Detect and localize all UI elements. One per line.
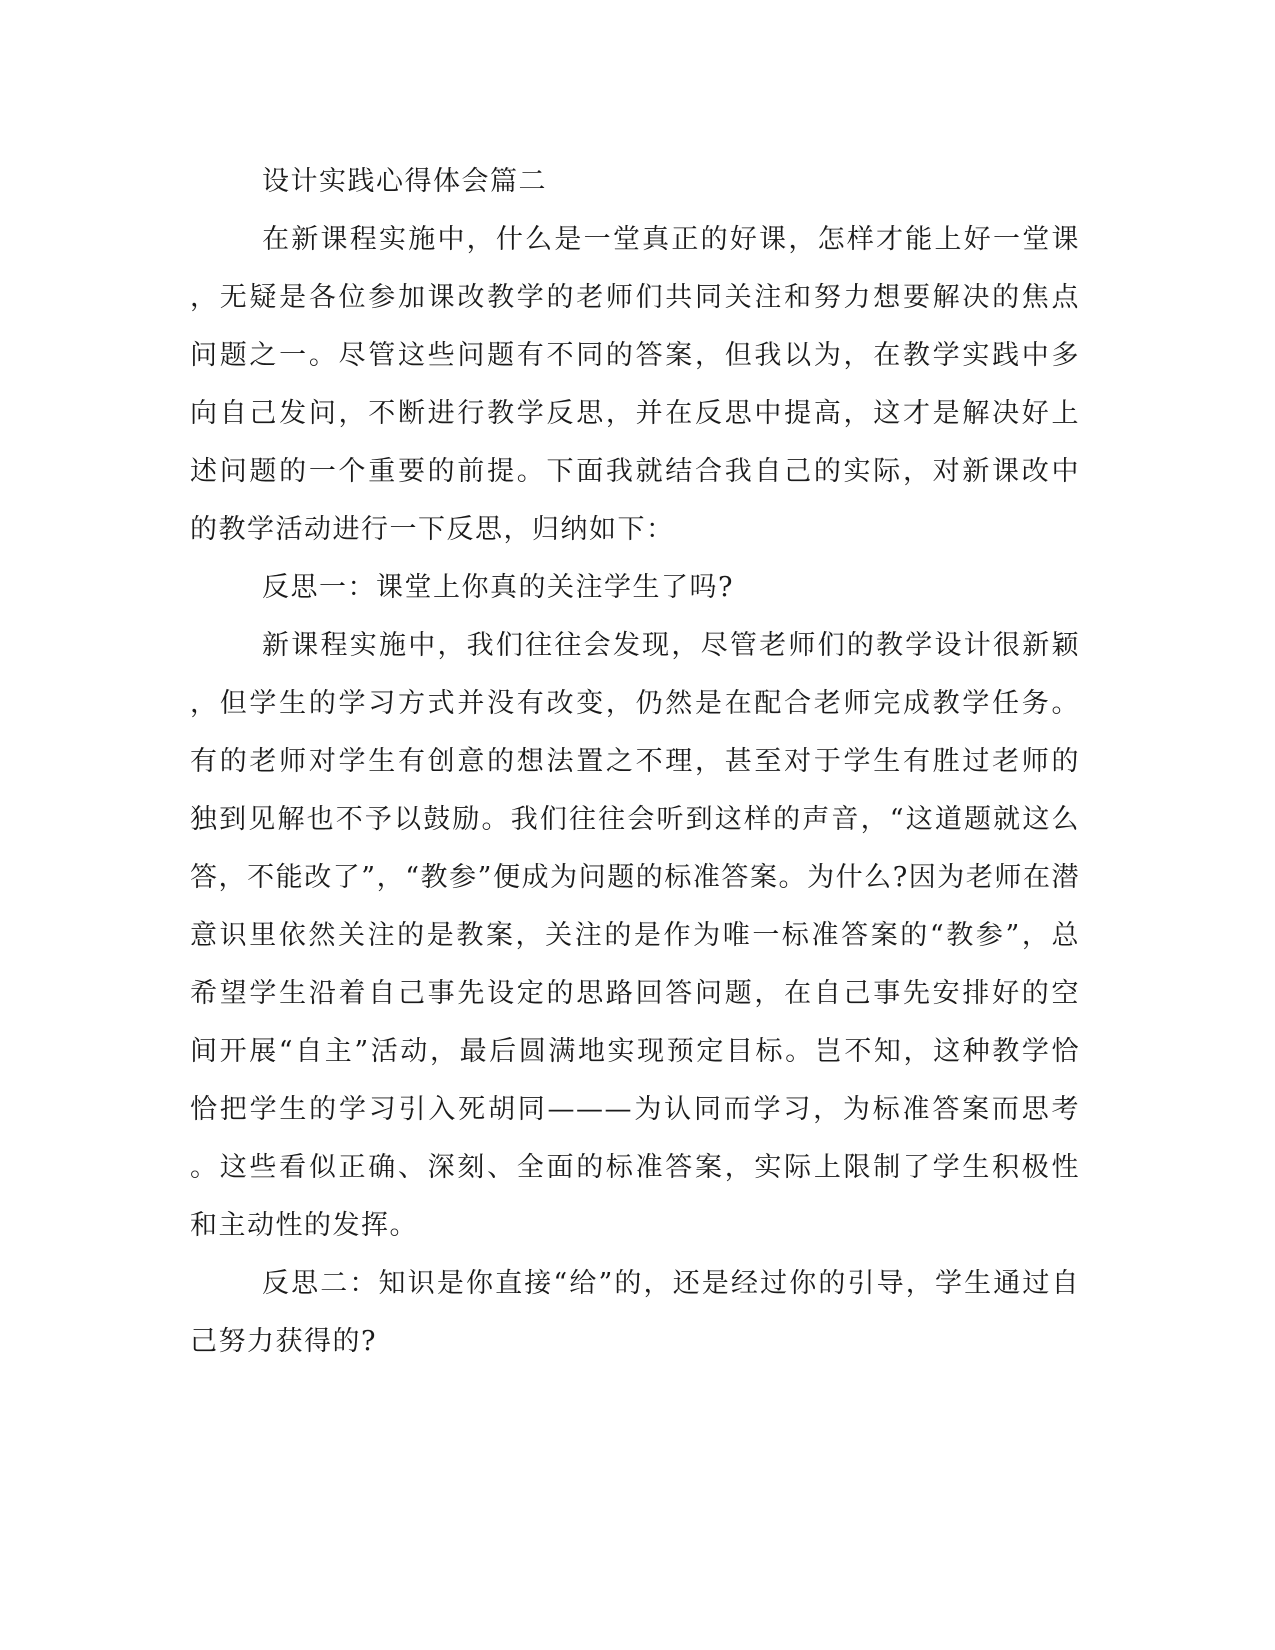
- subheading-continuation: 己努力获得的?: [190, 1326, 377, 1357]
- paragraph-line: 。这些看似正确、深刻、全面的标准答案，实际上限制了学生积极性: [190, 1152, 1080, 1183]
- paragraph-line: 问题之一。尽管这些问题有不同的答案，但我以为，在教学实践中多: [190, 340, 1080, 371]
- subheading: 反思二：知识是你直接“给”的，还是经过你的引导，学生通过自: [262, 1268, 1080, 1299]
- paragraph-line: 意识里依然关注的是教案，关注的是作为唯一标准答案的“教参”，总: [190, 920, 1080, 951]
- paragraph-line: ，但学生的学习方式并没有改变，仍然是在配合老师完成教学任务。: [190, 688, 1080, 719]
- paragraph-line: 在新课程实施中，什么是一堂真正的好课，怎样才能上好一堂课: [262, 224, 1080, 255]
- paragraph-line: 间开展“自主”活动，最后圆满地实现预定目标。岂不知，这种教学恰: [190, 1036, 1080, 1067]
- paragraph-line: ，无疑是各位参加课改教学的老师们共同关注和努力想要解决的焦点: [190, 282, 1080, 313]
- subheading: 反思一：课堂上你真的关注学生了吗?: [262, 572, 734, 603]
- section-title: 设计实践心得体会篇二: [262, 166, 547, 197]
- paragraph-line: 述问题的一个重要的前提。下面我就结合我自己的实际，对新课改中: [190, 456, 1080, 487]
- paragraph-line: 的教学活动进行一下反思，归纳如下：: [190, 514, 675, 545]
- paragraph-line: 和主动性的发挥。: [190, 1210, 418, 1241]
- paragraph-line: 独到见解也不予以鼓励。我们往往会听到这样的声音，“这道题就这么: [190, 804, 1080, 835]
- paragraph-line: 希望学生沿着自己事先设定的思路回答问题，在自己事先安排好的空: [190, 978, 1080, 1009]
- paragraph-line: 答，不能改了”，“教参”便成为问题的标准答案。为什么?因为老师在潜: [190, 862, 1080, 893]
- paragraph-line: 向自己发问，不断进行教学反思，并在反思中提高，这才是解决好上: [190, 398, 1080, 429]
- paragraph-line: 有的老师对学生有创意的想法置之不理，甚至对于学生有胜过老师的: [190, 746, 1080, 777]
- paragraph-line: 恰把学生的学习引入死胡同———为认同而学习，为标准答案而思考: [190, 1094, 1080, 1125]
- paragraph-line: 新课程实施中，我们往往会发现，尽管老师们的教学设计很新颖: [262, 630, 1080, 661]
